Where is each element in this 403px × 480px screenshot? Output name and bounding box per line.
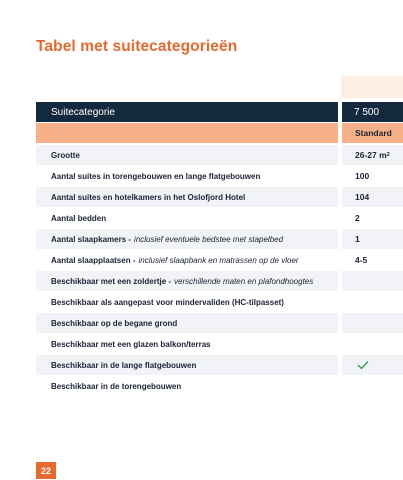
row-label-text: Grootte — [51, 150, 80, 160]
row-value — [342, 355, 403, 375]
row-label-note: verschillende maten en plafondhoogtes — [174, 276, 314, 286]
row-value-text: 2 — [355, 213, 360, 223]
row-label-text: Beschikbaar met een zoldertje - — [51, 276, 172, 286]
row-label — [36, 166, 338, 186]
row-value-text: 100 — [355, 171, 370, 181]
table-row — [36, 208, 403, 229]
row-label — [36, 376, 338, 396]
row-label-text: Aantal slaapplaatsen - — [51, 255, 136, 265]
row-label — [36, 229, 338, 249]
row-label-text: Aantal suites en hotelkamers in het Oslofjord Hotel — [51, 192, 246, 202]
table-row — [36, 313, 403, 334]
row-value — [342, 313, 403, 333]
table-row — [36, 229, 403, 250]
row-label-text: Beschikbaar in de torengebouwen — [51, 381, 182, 391]
table-row — [36, 376, 403, 397]
row-value: 26-27 m 2 — [342, 145, 403, 165]
row-label-text: Beschikbaar op de begane grond — [51, 318, 178, 328]
header-value: 7 500 — [342, 102, 403, 122]
row-label — [36, 313, 338, 333]
row-value-text: 1 — [355, 234, 360, 244]
table-row — [36, 271, 403, 292]
table-row — [36, 166, 403, 187]
subheader-value: Standard — [342, 123, 403, 143]
row-label — [36, 355, 338, 375]
row-label — [36, 145, 338, 165]
table-row — [36, 250, 403, 271]
row-label-text: Beschikbaar als aangepast voor mindervaliden (HC-tilpasset) — [51, 297, 284, 307]
row-label — [36, 250, 338, 270]
row-value — [342, 334, 403, 354]
row-label — [36, 208, 338, 228]
row-value — [342, 166, 403, 186]
row-label — [36, 292, 338, 312]
row-label-text: Aantal suites in torengebouwen en lange flatgebouwen — [51, 171, 261, 181]
table-subheader-row — [36, 123, 403, 143]
row-label — [36, 271, 338, 291]
row-label — [36, 187, 338, 207]
row-label — [36, 334, 338, 354]
table-row — [36, 187, 403, 208]
row-value-text: 104 — [355, 192, 370, 202]
page-number: 22 — [36, 462, 56, 479]
row-value — [342, 292, 403, 312]
row-label-text: Beschikbaar in de lange flatgebouwen — [51, 360, 197, 370]
subheader-label-cell — [36, 123, 338, 143]
row-value — [342, 229, 403, 249]
table-header-row — [36, 102, 403, 122]
row-label-note: inclusief eventuele bedstee met stapelbed — [134, 234, 284, 244]
row-value-text: 4-5 — [355, 255, 368, 265]
decorative-column-tab — [341, 76, 403, 98]
row-label-note: inclusief slaapbank en matrassen op de vloer — [138, 255, 299, 265]
row-value — [342, 271, 403, 291]
row-value — [342, 376, 403, 396]
check-icon — [357, 360, 369, 370]
row-value — [342, 187, 403, 207]
table-body — [36, 145, 403, 397]
row-value — [342, 250, 403, 270]
row-label-text: Aantal slaapkamers - — [51, 234, 132, 244]
row-label-text: Aantal bedden — [51, 213, 107, 223]
page-title: Tabel met suitecategorieën — [36, 38, 238, 55]
header-label: Suitecategorie — [36, 102, 338, 122]
row-value-text: 26-27 m — [355, 150, 387, 160]
suite-category-table — [36, 102, 403, 397]
row-label-text: Beschikbaar met een glazen balkon/terras — [51, 339, 211, 349]
row-value — [342, 208, 403, 228]
table-row — [36, 292, 403, 313]
table-row — [36, 355, 403, 376]
table-row — [36, 334, 403, 355]
table-row — [36, 145, 403, 166]
